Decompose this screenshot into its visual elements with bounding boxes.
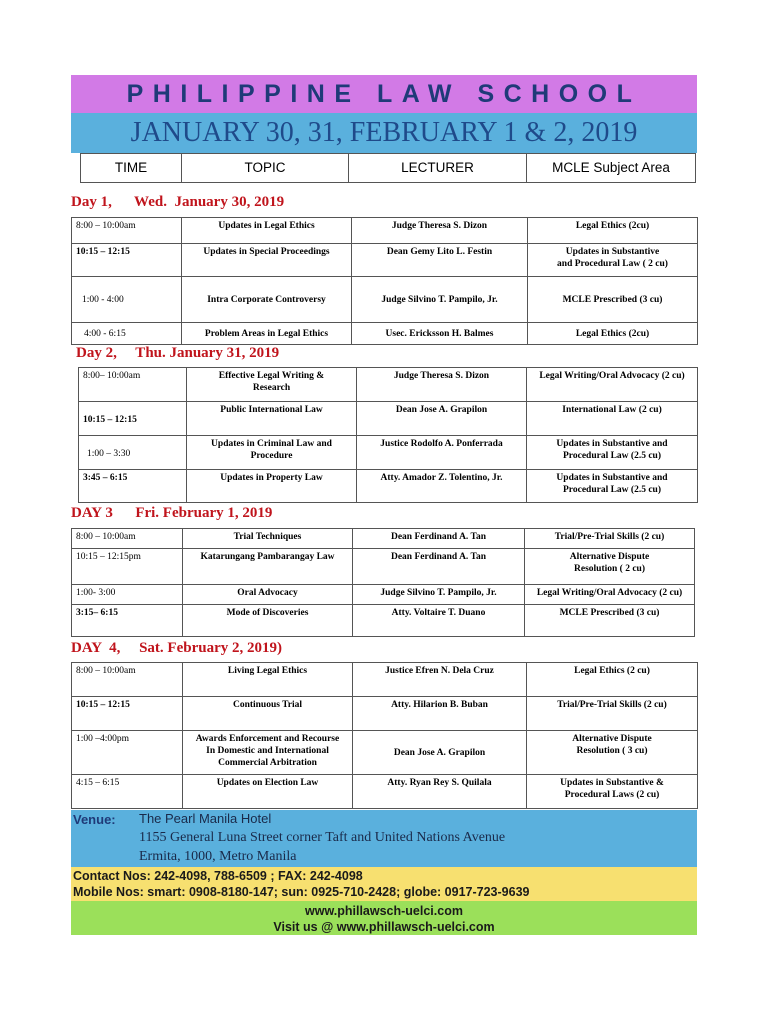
header-mcle-area: MCLE Subject Area xyxy=(527,154,696,183)
area-cell: Legal Writing/Oral Advocacy (2 cu) xyxy=(525,585,695,605)
topic-cell: Katarungang Pambarangay Law xyxy=(183,549,353,585)
topic-cell: Problem Areas in Legal Ethics xyxy=(182,323,352,345)
day-1-heading: Day 1, Wed. January 30, 2019 xyxy=(71,194,285,210)
time-cell: 10:15 – 12:15 xyxy=(72,697,183,731)
table-row xyxy=(72,323,698,345)
area-cell: Trial/Pre-Trial Skills (2 cu) xyxy=(527,697,698,731)
lecturer-cell: Dean Ferdinand A. Tan xyxy=(353,529,525,549)
lecturer-cell: Judge Silvino T. Pampilo, Jr. xyxy=(353,585,525,605)
time-cell: 4:00 - 6:15 xyxy=(72,323,182,345)
lecturer-cell: Justice Rodolfo A. Ponferrada xyxy=(357,436,527,470)
topic-cell: Updates in Property Law xyxy=(187,470,357,503)
day-3-heading: DAY 3 Fri. February 1, 2019 xyxy=(71,505,273,521)
table-row xyxy=(79,470,698,503)
venue-label: Venue: xyxy=(73,812,116,827)
topic-cell: Updates on Election Law xyxy=(183,775,353,809)
area-cell: Alternative Dispute Resolution ( 3 cu) xyxy=(527,731,698,775)
venue-address-line-1: 1155 General Luna Street corner Taft and United Nations Avenue xyxy=(139,830,506,845)
topic-cell: Awards Enforcement and Recourse In Domestic and International Commercial Arbitration xyxy=(183,731,353,775)
website-url[interactable]: www.phillawsch-uelci.com xyxy=(305,904,463,918)
lecturer-cell: Dean Ferdinand A. Tan xyxy=(353,549,525,585)
table-row xyxy=(72,731,698,775)
date-banner xyxy=(71,113,697,153)
seminar-dates: JANUARY 30, 31, FEBRUARY 1 & 2, 2019 xyxy=(130,117,638,148)
topic-cell: Public International Law xyxy=(187,402,357,436)
time-cell: 4:15 – 6:15 xyxy=(72,775,183,809)
table-row xyxy=(72,775,698,809)
area-cell: Updates in Substantive & Procedural Laws (2 cu) xyxy=(527,775,698,809)
topic-cell: Updates in Criminal Law and Procedure xyxy=(187,436,357,470)
venue-address-line-2: Ermita, 1000, Metro Manila xyxy=(139,849,297,864)
topic-cell: Effective Legal Writing & Research xyxy=(187,368,357,402)
column-header-table xyxy=(80,153,696,183)
table-row xyxy=(72,605,695,637)
lecturer-cell: Dean Gemy Lito L. Festin xyxy=(352,244,528,277)
lecturer-cell: Justice Efren N. Dela Cruz xyxy=(353,663,527,697)
venue-name: The Pearl Manila Hotel xyxy=(139,811,272,826)
time-cell: 10:15 – 12:15pm xyxy=(72,549,183,585)
venue-block xyxy=(71,810,697,867)
school-title: PHILIPPINE LAW SCHOOL xyxy=(126,79,642,108)
day-1-table xyxy=(71,217,698,345)
lecturer-cell: Atty. Hilarion B. Buban xyxy=(353,697,527,731)
table-row xyxy=(79,368,698,402)
time-cell: 1:00 - 4:00 xyxy=(72,277,182,323)
table-row xyxy=(72,529,695,549)
area-cell: International Law (2 cu) xyxy=(527,402,698,436)
topic-cell: Updates in Legal Ethics xyxy=(182,218,352,244)
website-block xyxy=(71,901,697,935)
lecturer-cell: Judge Silvino T. Pampilo, Jr. xyxy=(352,277,528,323)
table-row xyxy=(72,549,695,585)
area-cell: Updates in Substantive and Procedural Law (2.5 cu) xyxy=(527,470,698,503)
table-row xyxy=(72,218,698,244)
table-row xyxy=(72,663,698,697)
day-4-heading: DAY 4, Sat. February 2, 2019) xyxy=(71,640,282,656)
table-row xyxy=(72,244,698,277)
topic-cell: Oral Advocacy xyxy=(183,585,353,605)
time-cell: 10:15 – 12:15 xyxy=(72,244,182,277)
lecturer-cell: Atty. Voltaire T. Duano xyxy=(353,605,525,637)
time-cell: 1:00 –4:00pm xyxy=(72,731,183,775)
time-cell: 10:15 – 12:15 xyxy=(79,402,187,436)
area-cell: Trial/Pre-Trial Skills (2 cu) xyxy=(525,529,695,549)
area-cell: Alternative Dispute Resolution ( 2 cu) xyxy=(525,549,695,585)
table-row xyxy=(72,585,695,605)
topic-cell: Mode of Discoveries xyxy=(183,605,353,637)
lecturer-cell: Atty. Amador Z. Tolentino, Jr. xyxy=(357,470,527,503)
topic-cell: Updates in Special Proceedings xyxy=(182,244,352,277)
header-lecturer: LECTURER xyxy=(349,154,527,183)
header-time: TIME xyxy=(81,154,182,183)
time-cell: 8:00 – 10:00am xyxy=(72,663,183,697)
day-3-table xyxy=(71,528,695,637)
topic-cell: Continuous Trial xyxy=(183,697,353,731)
lecturer-cell: Dean Jose A. Grapilon xyxy=(353,731,527,775)
time-cell: 1:00 – 3:30 xyxy=(79,436,187,470)
topic-cell: Trial Techniques xyxy=(183,529,353,549)
time-cell: 3:15– 6:15 xyxy=(72,605,183,637)
time-cell: 8:00 – 10:00am xyxy=(72,218,182,244)
table-row xyxy=(79,402,698,436)
area-cell: Legal Ethics (2cu) xyxy=(528,323,698,345)
lecturer-cell: Usec. Ericksson H. Balmes xyxy=(352,323,528,345)
time-cell: 1:00- 3:00 xyxy=(72,585,183,605)
area-cell: Updates in Substantive and Procedural Law (2.5 cu) xyxy=(527,436,698,470)
day-4-table xyxy=(71,662,698,809)
area-cell: Legal Ethics (2cu) xyxy=(528,218,698,244)
header-topic: TOPIC xyxy=(182,154,349,183)
time-cell: 3:45 – 6:15 xyxy=(79,470,187,503)
table-row xyxy=(72,277,698,323)
area-cell: MCLE Prescribed (3 cu) xyxy=(528,277,698,323)
area-cell: MCLE Prescribed (3 cu) xyxy=(525,605,695,637)
contact-numbers: Contact Nos: 242-4098, 788-6509 ; FAX: 242-4098 xyxy=(73,869,363,883)
table-row xyxy=(79,436,698,470)
mobile-numbers: Mobile Nos: smart: 0908-8180-147; sun: 0925-710-2428; globe: 0917-723-9639 xyxy=(73,885,530,899)
day-2-heading: Day 2, Thu. January 31, 2019 xyxy=(76,345,280,361)
table-row xyxy=(72,697,698,731)
area-cell: Legal Ethics (2 cu) xyxy=(527,663,698,697)
topic-cell: Intra Corporate Controversy xyxy=(182,277,352,323)
lecturer-cell: Judge Theresa S. Dizon xyxy=(352,218,528,244)
contact-block xyxy=(71,867,697,901)
area-cell: Legal Writing/Oral Advocacy (2 cu) xyxy=(527,368,698,402)
time-cell: 8:00– 10:00am xyxy=(79,368,187,402)
area-cell: Updates in Substantive and Procedural Law ( 2 cu) xyxy=(528,244,698,277)
school-title-banner xyxy=(71,75,697,113)
lecturer-cell: Dean Jose A. Grapilon xyxy=(357,402,527,436)
day-2-table xyxy=(78,367,698,503)
topic-cell: Living Legal Ethics xyxy=(183,663,353,697)
lecturer-cell: Atty. Ryan Rey S. Quilala xyxy=(353,775,527,809)
lecturer-cell: Judge Theresa S. Dizon xyxy=(357,368,527,402)
time-cell: 8:00 – 10:00am xyxy=(72,529,183,549)
visit-us-link[interactable]: Visit us @ www.phillawsch-uelci.com xyxy=(273,920,495,934)
